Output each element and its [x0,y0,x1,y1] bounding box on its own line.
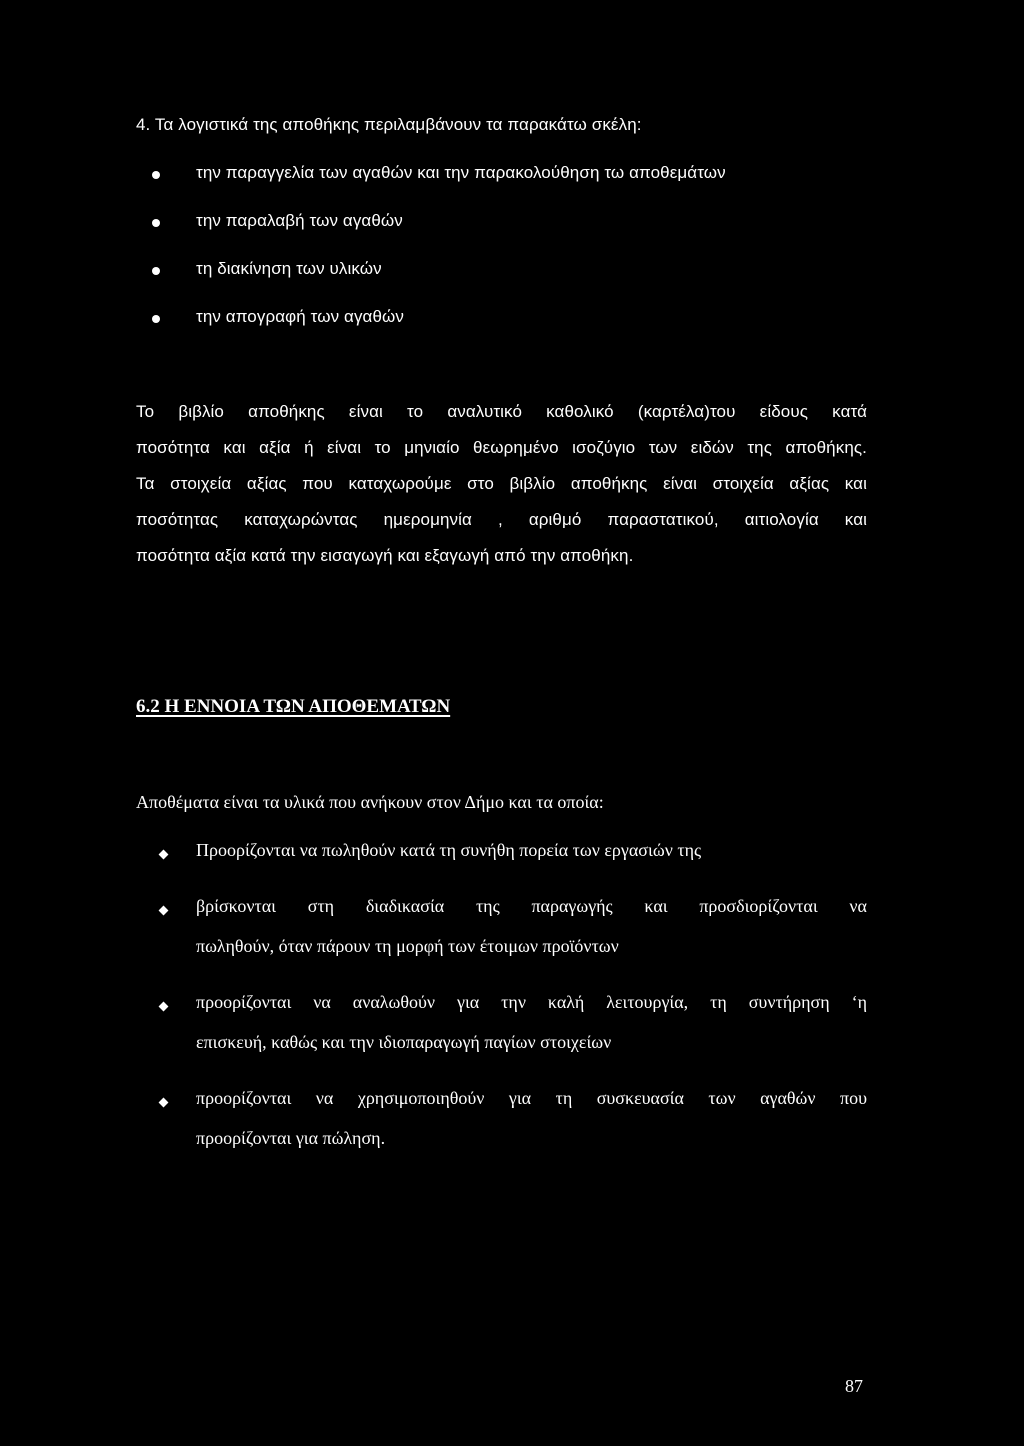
list-spacer [158,976,867,992]
list-item-text: την απογραφή των αγαθών [196,307,405,326]
bullet-dot-icon [152,171,160,179]
intro-line: 4. Τα λογιστικά της αποθήκης περιλαμβάνουν τα παρακάτω σκέλη: [136,115,642,134]
paragraph-line: Τα στοιχεία αξίας που καταχωρούμε στο βιβλίο αποθήκης είναι στοιχεία αξίας και [136,474,867,493]
list-spacer [158,1072,867,1088]
diamond-bullet-icon [159,906,169,916]
list-item [158,1088,867,1168]
bullet-dot-icon [152,267,160,275]
bullet-dot-icon [152,315,160,323]
list-item [158,896,867,976]
list-item-line: προορίζονται για πώληση. [196,1128,386,1148]
diamond-bullet-icon [159,850,169,860]
section-heading: 6.2 Η ΕΝΝΟΙΑ ΤΩΝ ΑΠΟΘΕΜΑΤΩΝ [136,696,451,717]
list-item-line: προορίζονται να χρησιμοποιηθούν για τη συσκευασία των αγαθών που [196,1088,867,1108]
list-item [158,992,867,1072]
page-number: 87 [845,1376,863,1396]
list-item-line: επισκευή, καθώς και την ιδιοπαραγωγή παγίων στοιχείων [196,1032,612,1052]
list-item [158,840,867,880]
list-item-text: την παραλαβή των αγαθών [196,211,403,230]
paragraph-line: Το βιβλίο αποθήκης είναι το αναλυτικό καθολικό (καρτέλα)του είδους κατά [136,402,867,421]
list-item-text: την παραγγελία των αγαθών και την παρακολούθηση τω αποθεμάτων [196,163,726,182]
diamond-bullet-icon [159,1002,169,1012]
inventory-definition-list [158,840,867,1168]
list-item-text: τη διακίνηση των υλικών [196,259,382,278]
list-item [148,259,726,307]
paragraph-line: ποσότητα και αξία ή είναι το μηνιαίο θεωρημένο ισοζύγιο των ειδών της αποθήκης. [136,438,867,457]
section-lead: Αποθέματα είναι τα υλικά που ανήκουν στον Δήμο και τα οποία: [136,792,604,812]
list-item [148,307,726,355]
list-item [148,211,726,259]
diamond-bullet-icon [159,1098,169,1108]
list-spacer [158,880,867,896]
bullet-list [148,163,726,355]
list-item-line: Προορίζονται να πωληθούν κατά τη συνήθη πορεία των εργασιών της [196,840,702,860]
list-item-line: πωληθούν, όταν πάρουν τη μορφή των έτοιμων προϊόντων [196,936,619,956]
list-item [148,163,726,211]
list-item-line: προορίζονται να αναλωθούν για την καλή λειτουργία, τη συντήρηση ‘η [196,992,867,1012]
list-item-line: βρίσκονται στη διαδικασία της παραγωγής και προσδιορίζονται να [196,896,867,916]
warehouse-book-paragraph [136,402,867,582]
paragraph-line: ποσότητα αξία κατά την εισαγωγή και εξαγωγή από την αποθήκη. [136,546,634,565]
paragraph-line: ποσότητας καταχωρώντας ημερομηνία , αριθμό παραστατικού, αιτιολογία και [136,510,867,529]
bullet-dot-icon [152,219,160,227]
